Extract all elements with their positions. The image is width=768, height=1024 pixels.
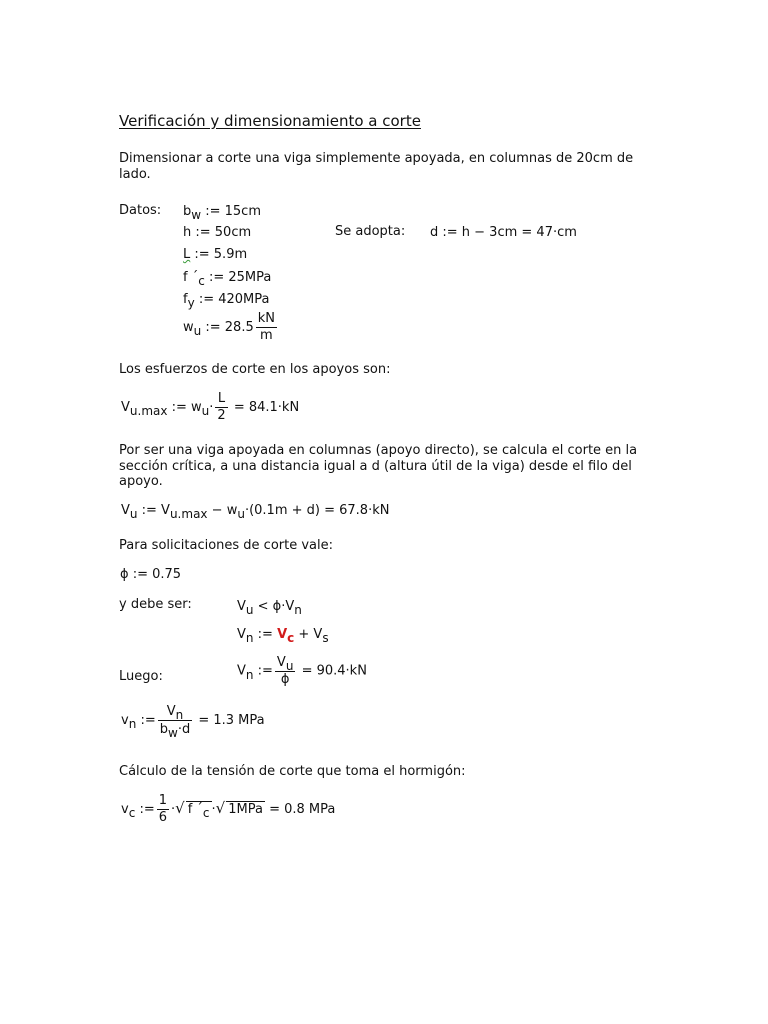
- bw-symbol: b: [183, 204, 192, 219]
- vnsmall-den-sym: b: [159, 722, 168, 737]
- vnsmall-num-sub: n: [175, 708, 184, 722]
- vccalc-fraction: [157, 793, 169, 826]
- vncalc-num-sym: V: [276, 655, 286, 670]
- vc-symbol: V: [277, 627, 288, 642]
- eq-vn-calc: [237, 654, 367, 688]
- vncalc-result: = 90.4·kN: [297, 663, 367, 679]
- vccalc-sub: c: [128, 806, 136, 820]
- debe-label: y debe ser:: [119, 597, 192, 612]
- eq-phi: ϕ := 0.75: [120, 567, 182, 582]
- vncalc-fraction: [275, 654, 296, 688]
- vnsmall-num-sym: V: [166, 704, 176, 719]
- ineq-symbol: V: [237, 599, 246, 614]
- eq-vn-def: [237, 626, 329, 643]
- solicit-text: Para solicitaciones de corte vale:: [119, 538, 333, 553]
- vccalc-r1-sub: c: [202, 806, 210, 820]
- wu-fraction: [256, 311, 277, 344]
- fc-sub: c: [198, 274, 205, 288]
- vu-b: − w: [207, 503, 238, 518]
- vnsmall-result: = 1.3 MPa: [194, 713, 265, 728]
- vumax-result: = 84.1·kN: [229, 400, 300, 415]
- ineq-sub2: n: [294, 603, 302, 617]
- wu-symbol: w: [183, 320, 194, 335]
- sqrt-icon-2: √: [215, 799, 226, 817]
- vndef-b: + V: [294, 627, 323, 642]
- vu-sub3: u: [237, 507, 245, 521]
- vncalc-symbol: V: [237, 663, 246, 679]
- eq-L: [183, 247, 247, 263]
- ineq-sub: u: [245, 603, 254, 617]
- eq-vumax: [121, 391, 299, 424]
- bw-sub: w: [191, 208, 202, 222]
- vnsmall-sub: n: [128, 717, 137, 731]
- vumax-mid: := w: [167, 400, 202, 415]
- vumax-num: L: [215, 391, 227, 408]
- vccalc-radicand-1: [186, 801, 212, 820]
- esfuerzos-text: Los esfuerzos de corte en los apoyos son:: [119, 362, 391, 377]
- vu-symbol: V: [121, 503, 130, 518]
- vnsmall-den-sub: w: [167, 726, 178, 740]
- wu-num: kN: [257, 311, 275, 326]
- vccalc-num: 1: [158, 793, 167, 808]
- L-value: := 5.9m: [190, 247, 248, 262]
- vccalc-r1: f ´: [187, 802, 203, 817]
- vumax-dot: ·: [209, 400, 214, 415]
- eq-fy: [183, 291, 269, 308]
- critica-line-2: sección crítica, a una distancia igual a d (altura útil de la viga) desde el filo del: [119, 459, 632, 474]
- vnsmall-fraction: [158, 703, 192, 738]
- vncalc-sub: n: [245, 667, 254, 682]
- vu-a: := V: [137, 503, 170, 518]
- luego-label: Luego:: [119, 669, 163, 684]
- vncalc-num: [275, 654, 296, 672]
- vnsmall-a: :=: [136, 713, 156, 728]
- eq-ineq: [237, 598, 302, 615]
- page-title: Verificación y dimensionamiento a corte: [119, 112, 421, 130]
- vumax-sub2: u: [201, 404, 210, 418]
- vnsmall-num: [158, 703, 192, 721]
- calculo-text: Cálculo de la tensión de corte que toma el hormigón:: [119, 764, 466, 779]
- fy-symbol: f: [183, 292, 188, 307]
- eq-bw: [183, 203, 261, 220]
- vnsmall-den: [158, 721, 192, 738]
- vu-sub2: u.max: [169, 507, 208, 521]
- vc-sub: c: [287, 631, 295, 645]
- vncalc-a: :=: [253, 663, 273, 679]
- critica-line-1: Por ser una viga apoyada en columnas (apoyo directo), se calcula el corte en la: [119, 443, 638, 458]
- eq-fc: [183, 269, 271, 286]
- fy-sub: y: [187, 296, 195, 310]
- vumax-fraction: [215, 391, 227, 424]
- fc-value: := 25MPa: [204, 270, 272, 285]
- wu-sub: u: [193, 324, 202, 338]
- eq-h: h := 50cm: [183, 225, 252, 240]
- fy-value: := 420MPa: [194, 292, 270, 307]
- critica-line-3: apoyo.: [119, 474, 163, 489]
- vnsmall-den-rest: ·d: [177, 722, 191, 737]
- fc-symbol: f ´: [183, 270, 199, 285]
- vndef-symbol: V: [237, 627, 246, 642]
- vccalc-radicand-2: 1MPa: [228, 802, 263, 817]
- vndef-sub: n: [245, 631, 254, 645]
- vu-c: ·(0.1m + d) = 67.8·kN: [244, 503, 390, 518]
- vccalc-den: 6: [158, 810, 167, 825]
- eq-wu: [183, 311, 279, 344]
- vumax-symbol: V: [121, 400, 130, 415]
- vndef-a: :=: [253, 627, 278, 642]
- wu-value: := 28.5: [201, 320, 254, 335]
- sqrt-icon: √: [175, 799, 185, 817]
- vumax-sub: u.max: [129, 404, 168, 418]
- wu-den: m: [260, 328, 273, 343]
- eq-vc-calc: [121, 793, 335, 826]
- vccalc-a: :=: [135, 802, 155, 817]
- vccalc-dot: ·: [171, 802, 176, 817]
- vndef-sub2: s: [322, 631, 329, 645]
- L-symbol: L: [183, 247, 191, 262]
- bw-value: := 15cm: [201, 204, 261, 219]
- vccalc-result: = 0.8 MPa: [264, 802, 336, 817]
- datos-label: Datos:: [119, 203, 162, 218]
- eq-vn-small: [121, 703, 265, 738]
- vnsmall-symbol: v: [121, 713, 129, 728]
- vumax-den: 2: [217, 408, 226, 423]
- intro-line-2: lado.: [119, 167, 151, 182]
- vu-sub: u: [129, 507, 138, 521]
- vncalc-den: ϕ: [280, 672, 290, 687]
- vccalc-symbol: v: [121, 802, 129, 817]
- intro-line-1: Dimensionar a corte una viga simplemente apoyada, en columnas de 20cm de: [119, 151, 634, 166]
- eq-vu: [121, 502, 389, 519]
- vncalc-num-sub: u: [285, 659, 294, 673]
- ineq-rest: < ϕ·V: [253, 599, 295, 614]
- adopta-label: Se adopta:: [335, 224, 406, 239]
- eq-d: d := h − 3cm = 47·cm: [430, 225, 577, 240]
- vccalc-dot2: ·: [211, 802, 216, 817]
